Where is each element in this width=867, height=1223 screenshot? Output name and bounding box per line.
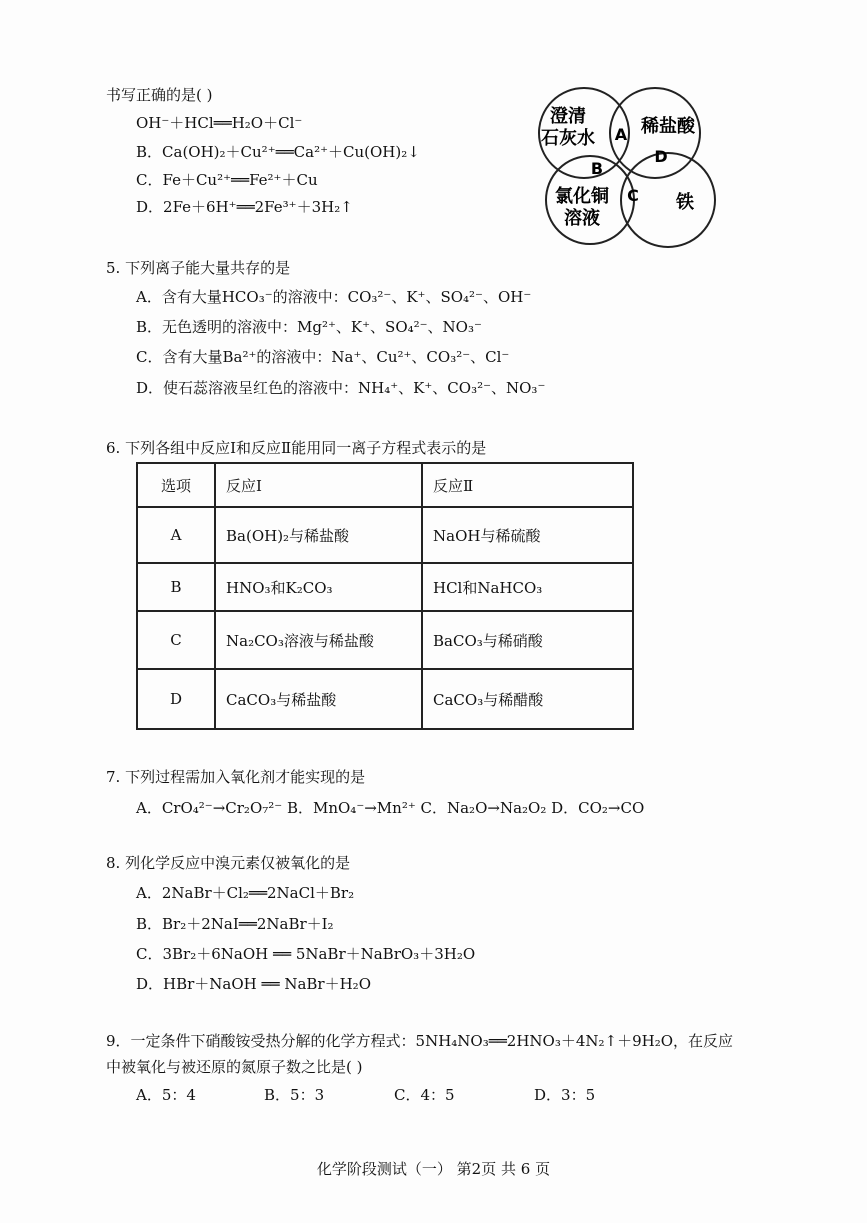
table-row bbox=[137, 611, 633, 669]
circle3-label-line1: 氯化铜 bbox=[555, 186, 609, 207]
circle1-label-line2: 石灰水 bbox=[541, 128, 595, 149]
table-header-reaction1: 反应Ⅰ bbox=[215, 463, 422, 507]
q4-stem: 书写正确的是( ) bbox=[106, 86, 213, 104]
row-b-reaction1: HNO₃和K₂CO₃ bbox=[215, 563, 422, 611]
row-a-option: A bbox=[137, 507, 215, 563]
q7-options: A．CrO₄²⁻→Cr₂O₇²⁻ B．MnO₄⁻→Mn²⁺ C．Na₂O→Na₂O₂ D．CO₂→CO bbox=[136, 799, 645, 817]
q8-option-d: D．HBr＋NaOH ══ NaBr＋H₂O bbox=[136, 975, 371, 993]
q9-option-a: A．5：4 bbox=[136, 1086, 196, 1104]
q5-option-a: A．含有大量HCO₃⁻的溶液中：CO₃²⁻、K⁺、SO₄²⁻、OH⁻ bbox=[136, 288, 532, 306]
q4-option-c: C．Fe＋Cu²⁺══Fe²⁺＋Cu bbox=[136, 171, 318, 189]
q6-stem: 6. 下列各组中反应Ⅰ和反应Ⅱ能用同一离子方程式表示的是 bbox=[106, 439, 487, 457]
q5-stem: 5. 下列离子能大量共存的是 bbox=[106, 259, 291, 277]
region-a-label: A bbox=[614, 125, 628, 144]
q8-option-a: A．2NaBr＋Cl₂══2NaCl＋Br₂ bbox=[136, 884, 355, 902]
q5-option-b: B．无色透明的溶液中：Mg²⁺、K⁺、SO₄²⁻、NO₃⁻ bbox=[136, 318, 482, 336]
region-d-label: D bbox=[654, 147, 668, 166]
q8-stem: 8. 列化学反应中溴元素仅被氧化的是 bbox=[106, 854, 351, 872]
row-b-reaction2: HCl和NaHCO₃ bbox=[422, 563, 633, 611]
q5-option-d: D．使石蕊溶液呈红色的溶液中：NH₄⁺、K⁺、CO₃²⁻、NO₃⁻ bbox=[136, 379, 546, 397]
table-header-reaction2: 反应Ⅱ bbox=[422, 463, 633, 507]
row-a-reaction1: Ba(OH)₂与稀盐酸 bbox=[215, 507, 422, 563]
q5-option-c: C．含有大量Ba²⁺的溶液中：Na⁺、Cu²⁺、CO₃²⁻、Cl⁻ bbox=[136, 348, 510, 366]
q7-stem: 7. 下列过程需加入氧化剂才能实现的是 bbox=[106, 768, 366, 786]
row-d-reaction2: CaCO₃与稀醋酸 bbox=[422, 669, 633, 729]
row-d-reaction1: CaCO₃与稀盐酸 bbox=[215, 669, 422, 729]
row-c-reaction1: Na₂CO₃溶液与稀盐酸 bbox=[215, 611, 422, 669]
q9-option-c: C．4：5 bbox=[394, 1086, 455, 1104]
row-c-option: C bbox=[137, 611, 215, 669]
circle2-label: 稀盐酸 bbox=[641, 116, 695, 137]
table-row bbox=[137, 669, 633, 729]
q9-line2: 中被氧化与被还原的氮原子数之比是( ) bbox=[106, 1058, 363, 1076]
row-b-option: B bbox=[137, 563, 215, 611]
q8-option-b: B．Br₂＋2NaI══2NaBr＋I₂ bbox=[136, 915, 334, 933]
table-header-option: 选项 bbox=[137, 463, 215, 507]
venn-diagram bbox=[530, 80, 720, 250]
q9-option-b: B．5：3 bbox=[264, 1086, 325, 1104]
region-c-label: C bbox=[627, 186, 639, 205]
circle3-label-line2: 溶液 bbox=[564, 208, 600, 229]
table-header-row bbox=[137, 463, 633, 507]
page-footer: 化学阶段测试（一） 第2页 共 6 页 bbox=[316, 1160, 551, 1178]
q9-line1: 9．一定条件下硝酸铵受热分解的化学方程式：5NH₄NO₃══2HNO₃＋4N₂↑＋9H₂O，在反应 bbox=[106, 1032, 734, 1050]
q4-option-b: B．Ca(OH)₂＋Cu²⁺══Ca²⁺＋Cu(OH)₂↓ bbox=[136, 143, 420, 161]
circle1-label-line1: 澄清 bbox=[550, 106, 586, 127]
table-row bbox=[137, 507, 633, 563]
region-b-label: B bbox=[590, 159, 604, 178]
circle4-label: 铁 bbox=[676, 192, 694, 213]
row-d-option: D bbox=[137, 669, 215, 729]
row-a-reaction2: NaOH与稀硫酸 bbox=[422, 507, 633, 563]
row-c-reaction2: BaCO₃与稀硝酸 bbox=[422, 611, 633, 669]
q6-table bbox=[136, 462, 634, 730]
q4-option-d: D．2Fe＋6H⁺══2Fe³⁺＋3H₂↑ bbox=[136, 198, 353, 216]
q9-option-d: D．3：5 bbox=[534, 1086, 596, 1104]
q4-option-a: OH⁻＋HCl══H₂O＋Cl⁻ bbox=[136, 114, 303, 132]
table-row bbox=[137, 563, 633, 611]
q8-option-c: C．3Br₂＋6NaOH ══ 5NaBr＋NaBrO₃＋3H₂O bbox=[136, 945, 476, 963]
